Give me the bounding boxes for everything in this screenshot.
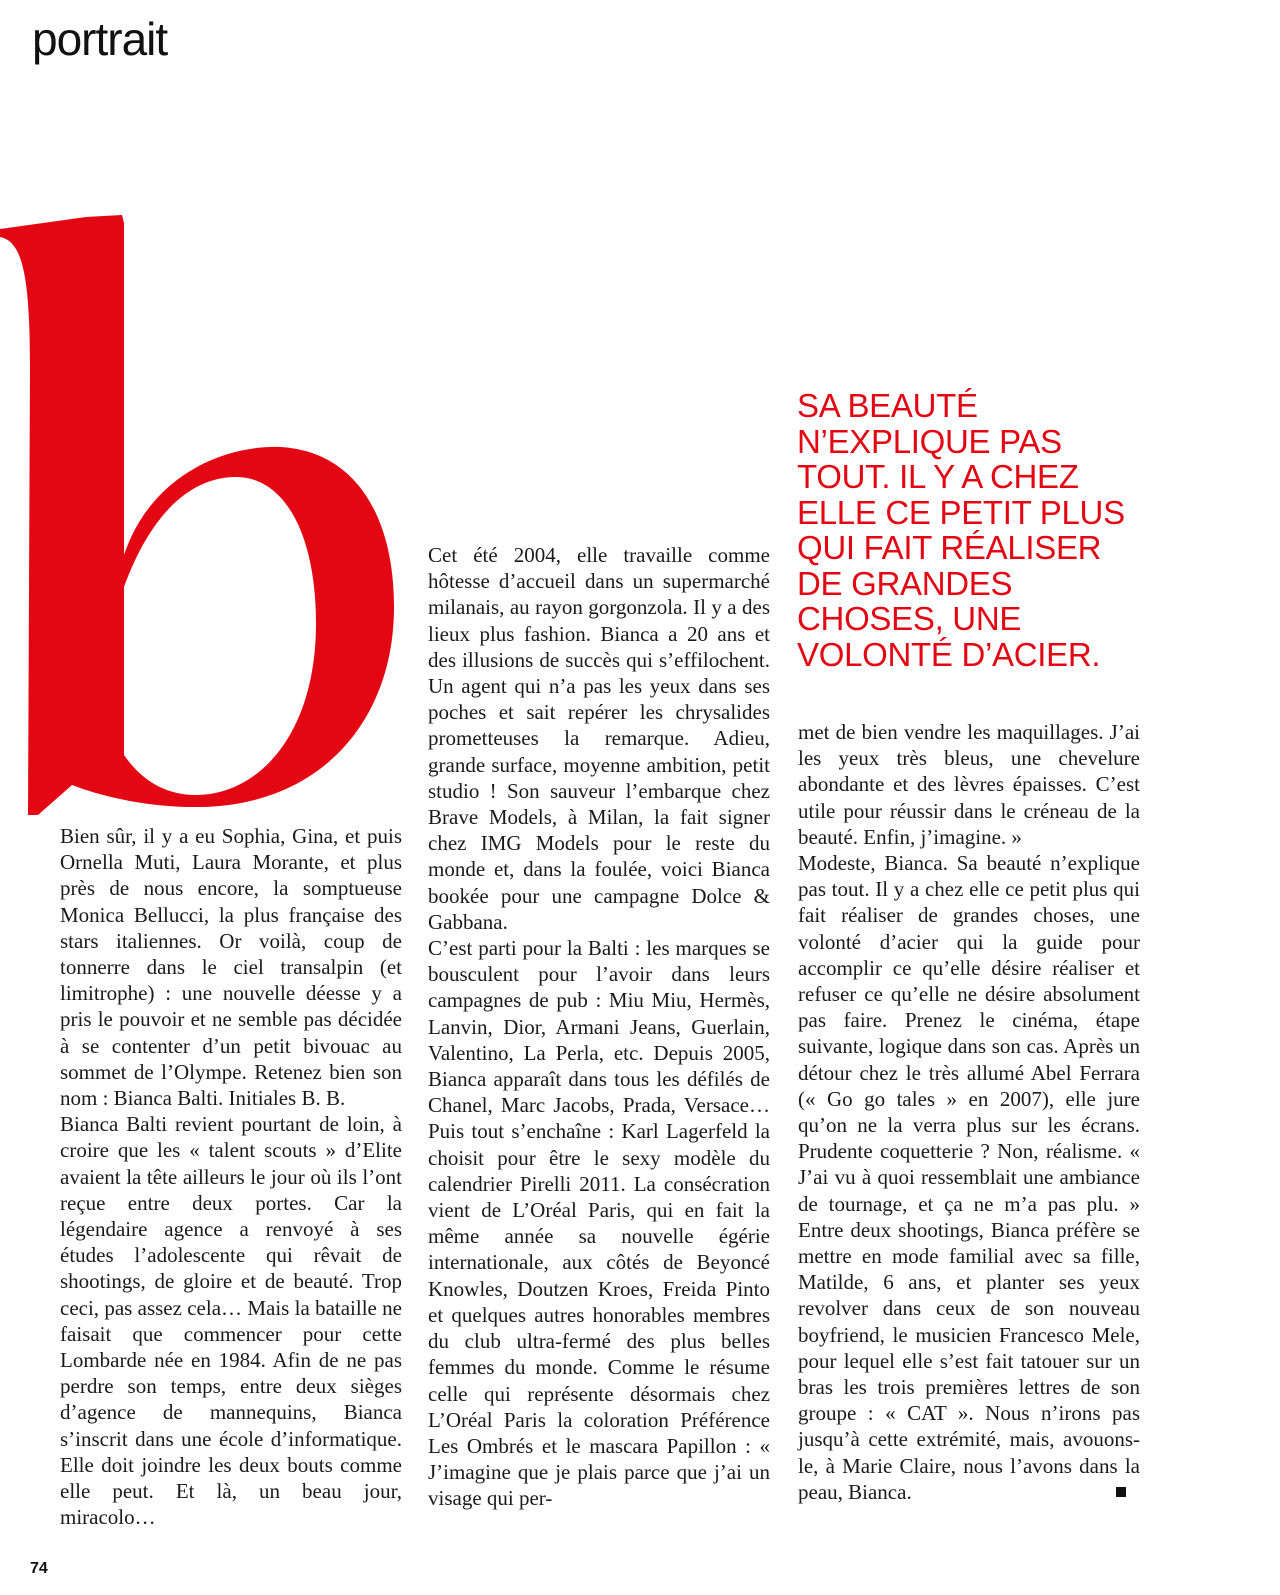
page-number: 74 <box>30 1560 48 1577</box>
paragraph: Bien sûr, il y a eu Sophia, Gina, et puis Ornella Muti, Laura Morante, et plus près de nous encore, la somptueuse Monica Bellucci, la plus française des stars italiennes. Or voilà, coup de tonnerre dans le ciel transalpin (et limitrophe) : une nouvelle déesse y a pris le pouvoir et ne semble pas décidée à se contenter d’un petit bivouac au sommet de l’Olympe. Retenez bien son nom : Bianca Balti. Initiales B. B. <box>60 824 402 1111</box>
paragraph: C’est parti pour la Balti : les marques se bousculent pour l’avoir dans leurs campagnes de pub : Miu Miu, Hermès, Lanvin, Dior, Armani Jeans, Guerlain, Valentino, La Perla, etc. Depuis 2005, Bianca apparaît dans tous les défilés de Chanel, Marc Jacobs, Prada, Versace… Puis tout s’enchaîne : Karl Lagerfeld la choisit pour être le sexy modèle du calendrier Pirelli 2011. La consécration vient de L’Oréal Paris, qui en fait la même année sa nouvelle égérie internationale, aux côtés de Beyoncé Knowles, Doutzen Kroes, Freida Pinto et quelques autres honorables membres du club ultra-fermé des plus belles femmes du monde. Comme le résume celle qui représente désormais chez L’Oréal Paris la coloration Préférence Les Ombrés et le mascara Papillon : « J’imagine que je plais parce que j’ai un visage qui per- <box>428 936 770 1511</box>
drop-cap-letter <box>0 215 410 815</box>
section-title: portrait <box>32 13 168 65</box>
article-column-3 <box>798 719 1140 1505</box>
pull-quote: SA BEAUTÉ N’EXPLIQUE PAS TOUT. IL Y A CHEZ ELLE CE PETIT PLUS QUI FAIT RÉALISER DE GRANDES CHOSES, UNE VOLONTÉ D’ACIER. <box>797 387 1125 673</box>
end-of-article-mark <box>1116 1487 1126 1497</box>
article-column-2 <box>428 542 770 1512</box>
paragraph: Bianca Balti revient pourtant de loin, à croire que les « talent scouts » d’Elite avaient la tête ailleurs le jour où ils l’ont reçue entre deux portes. Car la légendaire agence a renvoyé à ses études l’adolescente qui rêvait de shootings, de gloire et de beauté. Trop ceci, pas assez cela… Mais la bataille ne faisait que commencer pour cette Lombarde née en 1984. Afin de ne pas perdre son temps, entre deux sièges d’agence de mannequins, Bianca s’inscrit dans une école d’informatique. Elle doit joindre les deux bouts comme elle peut. Et là, un beau jour, miracolo… <box>60 1112 402 1530</box>
paragraph: Cet été 2004, elle travaille comme hôtesse d’accueil dans un supermarché milanais, au rayon gorgonzola. Il y a des lieux plus fashion. Bianca a 20 ans et des illusions de succès qui s’effilochent. Un agent qui n’a pas les yeux dans ses poches et sait repérer les chrysalides prometteuses la remarque. Adieu, grande surface, moyenne ambition, petit studio ! Son sauveur l’embarque chez Brave Models, à Milan, la fait signer chez IMG Models pour le reste du monde et, dans la foulée, voici Bianca bookée pour une campagne Dolce & Gabbana. <box>428 543 770 934</box>
article-column-1 <box>60 823 402 1530</box>
drop-cap-letter-graphic <box>0 215 410 815</box>
paragraph: met de bien vendre les maquillages. J’ai les yeux très bleus, une chevelure abondante et des lèvres épaisses. C’est utile pour réussir dans le créneau de la beauté. Enfin, j’imagine. » <box>798 720 1140 849</box>
paragraph: Modeste, Bianca. Sa beauté n’explique pas tout. Il y a chez elle ce petit plus qui fait réaliser de grandes choses, une volonté d’acier qui la guide pour accomplir ce qu’elle désire réaliser et refuser ce qu’elle ne désire absolument pas faire. Prenez le cinéma, étape suivante, logique dans son cas. Après un détour chez le très allumé Abel Ferrara (« Go go tales » en 2007), elle jure qu’on ne la verra plus sur les écrans. Prudente coquetterie ? Non, réalisme. « J’ai vu à quoi ressemblait une ambiance de tournage, et ça ne m’a pas plu. » Entre deux shootings, Bianca préfère se mettre en mode familial avec sa fille, Matilde, 6 ans, et planter ses yeux revolver dans ceux de son nouveau boyfriend, le musicien Francesco Mele, pour lequel elle s’est fait tatouer sur un bras les trois premières lettres de son groupe : « CAT ». Nous n’irons pas jusqu’à cette extrémité, mais, avouons-le, à Marie Claire, nous l’avons dans la peau, Bianca. <box>798 851 1140 1504</box>
